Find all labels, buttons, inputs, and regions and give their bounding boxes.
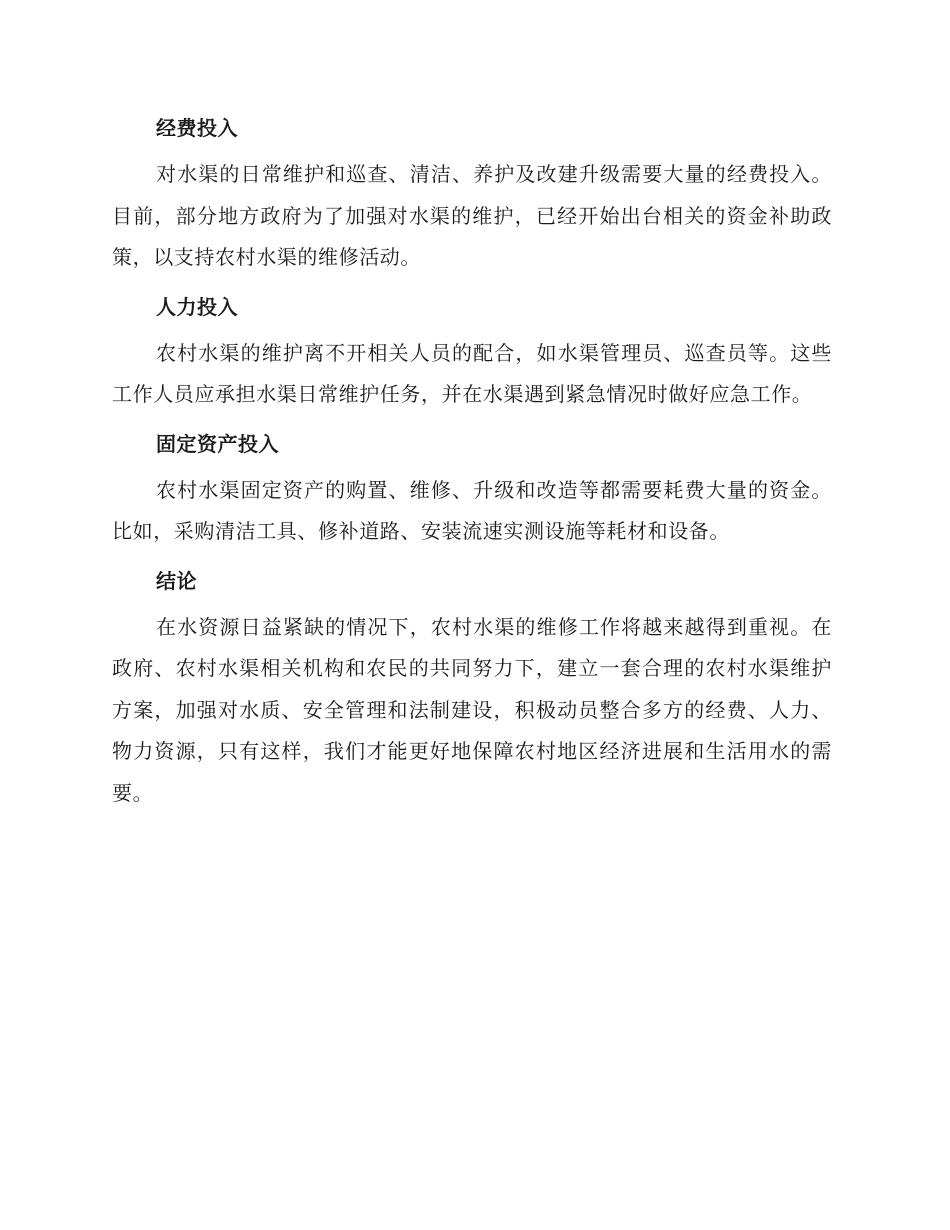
section-manpower [112, 287, 832, 416]
section-heading: 人力投入 [156, 294, 238, 319]
section-funding [112, 108, 832, 279]
section-heading: 经费投入 [156, 116, 238, 140]
section-fixed-assets [112, 424, 832, 553]
section-paragraph: 农村水渠固定资产的购置、维修、升级和改造等都需要耗费大量的资金。比如，采购清洁工具、修补道路、安装流速实测设施等耗材和设备。 [112, 477, 832, 543]
document-page [112, 108, 832, 822]
section-heading: 结论 [156, 568, 197, 593]
section-paragraph: 在水资源日益紧缺的情况下，农村水渠的维修工作将越来越得到重视。在政府、农村水渠相关机构和农民的共同努力下，建立一套合理的农村水渠维护方案，加强对水质、安全管理和法制建设，积极动员整合多方的经费、人力、物力资源，只有这样，我们才能更好地保障农村地区经济进展和生活用水的需要。 [112, 614, 832, 805]
section-paragraph: 农村水渠的维护离不开相关人员的配合，如水渠管理员、巡查员等。这些工作人员应承担水渠日常维护任务，并在水渠遇到紧急情况时做好应急工作。 [112, 340, 832, 406]
section-conclusion [112, 561, 832, 815]
section-heading: 固定资产投入 [156, 431, 279, 456]
section-paragraph: 对水渠的日常维护和巡查、清洁、养护及改建升级需要大量的经费投入。目前，部分地方政府为了加强对水渠的维护，已经开始出台相关的资金补助政策，以支持农村水渠的维修活动。 [112, 162, 832, 269]
